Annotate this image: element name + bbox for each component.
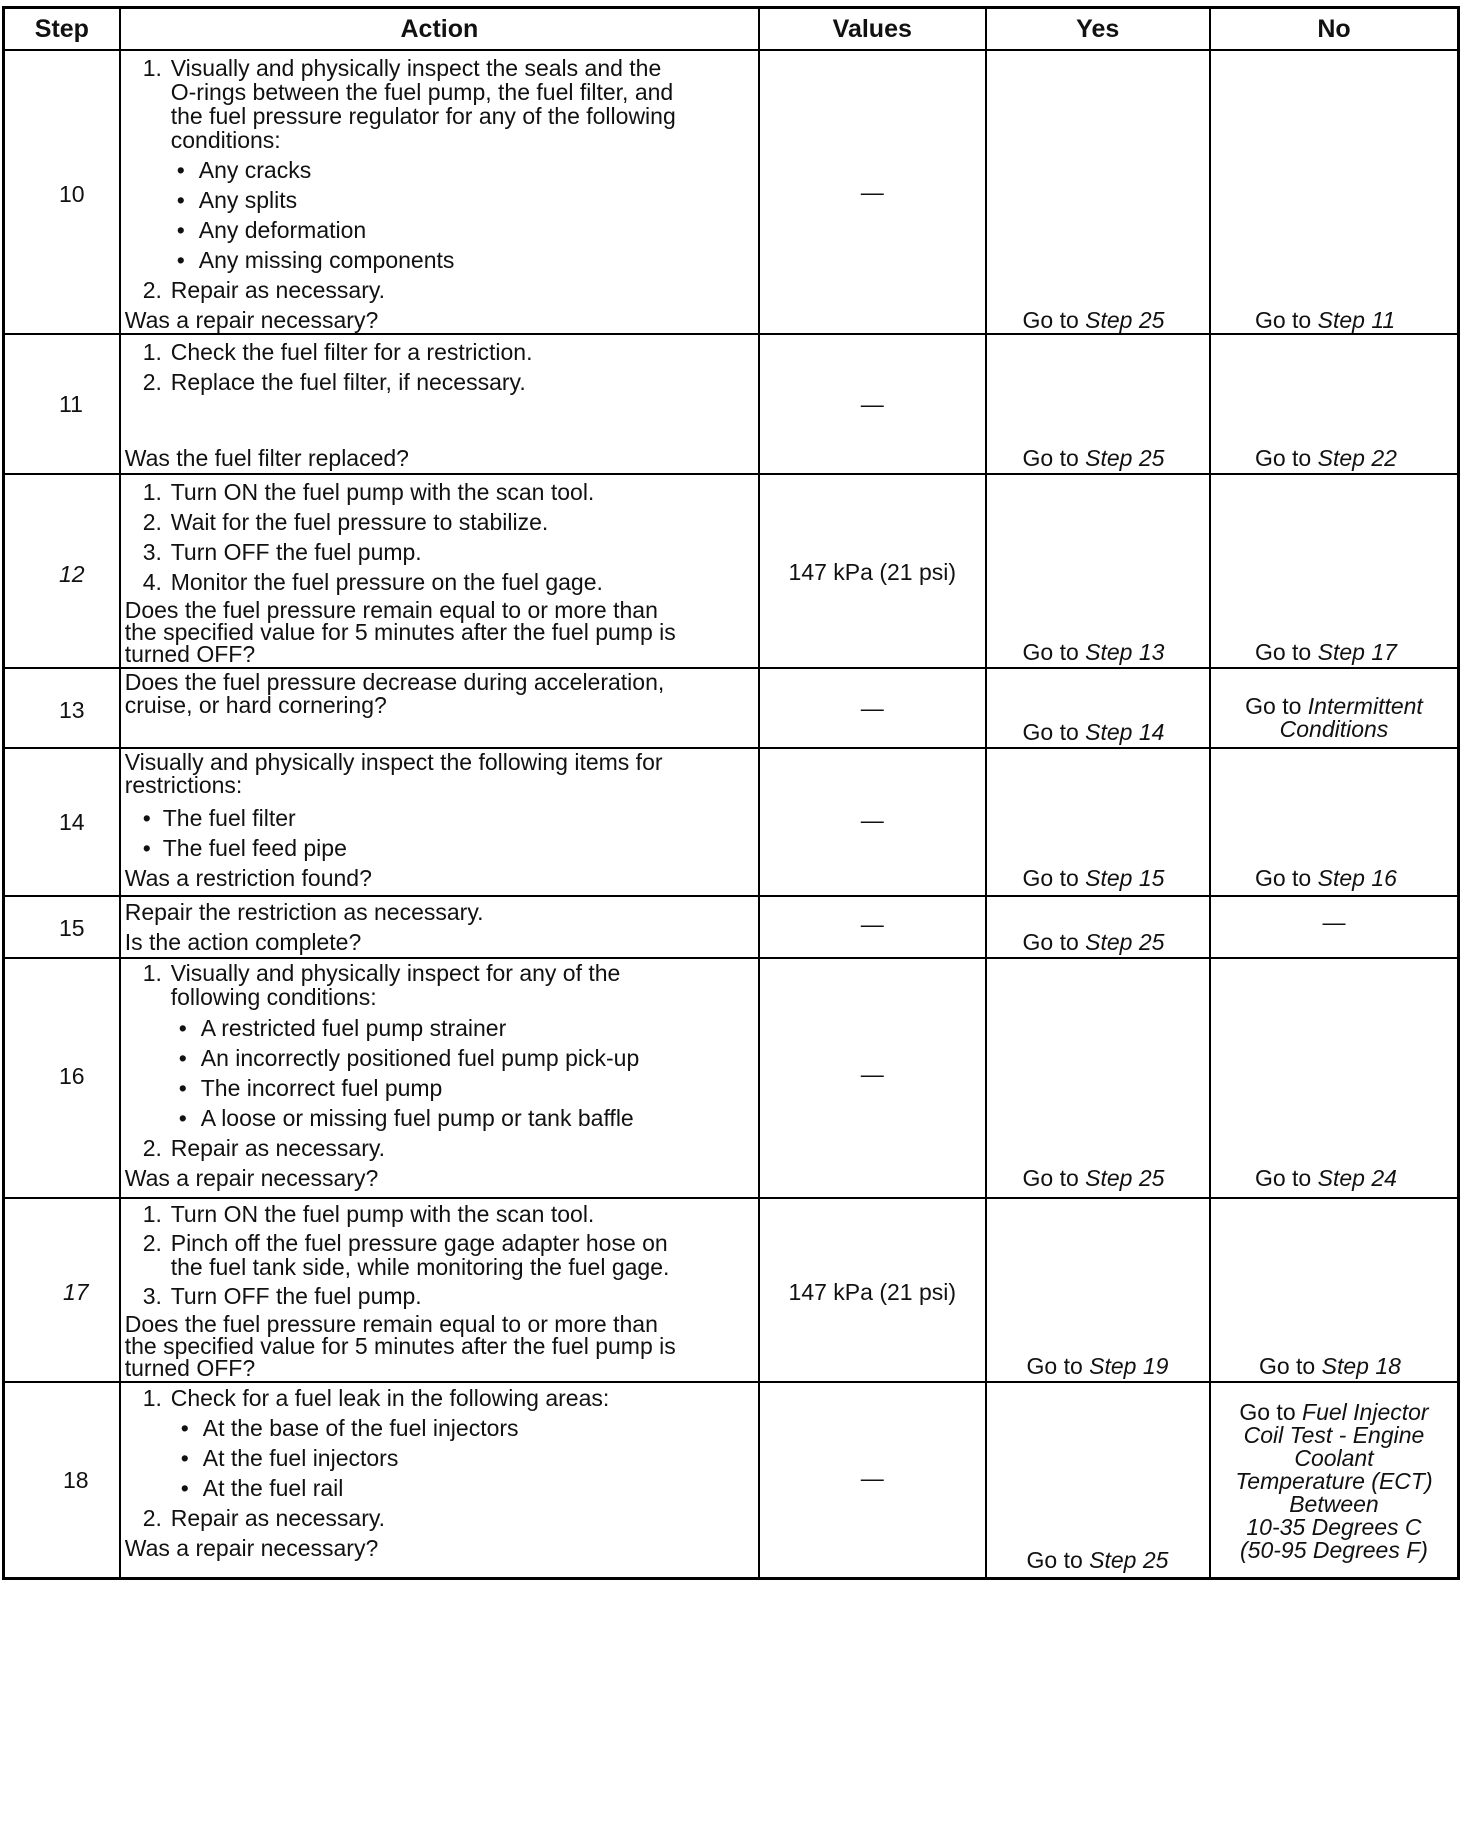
no-text: Go to Step 22: [1254, 445, 1397, 471]
bullet-icon: •: [142, 805, 151, 831]
header-no: No: [1210, 8, 1459, 51]
action-cell: [120, 1382, 759, 1578]
step-cell: [4, 896, 120, 958]
no-cell: [1210, 1382, 1459, 1578]
no-text: Go to Step 16: [1254, 865, 1397, 891]
no-cell: [1210, 748, 1459, 896]
bullet-text: The fuel feed pipe: [162, 835, 347, 861]
value-text: —: [860, 391, 884, 417]
no-text: Temperature (ECT): [1235, 1468, 1433, 1494]
table-row-step-15: [4, 896, 1459, 958]
bullet-icon: •: [176, 247, 185, 273]
no-text: Go to Intermittent: [1245, 693, 1423, 719]
action-cell: [120, 896, 759, 958]
values-cell: [759, 50, 985, 334]
bullet-icon: •: [178, 1015, 187, 1041]
yes-text: Go to Step 25: [1022, 307, 1165, 333]
bullet-icon: •: [178, 1075, 187, 1101]
no-cell: [1210, 668, 1459, 748]
value-text: —: [860, 695, 884, 721]
no-text: Between: [1289, 1491, 1379, 1517]
step-number: 15: [59, 915, 85, 941]
step-cell: [4, 50, 120, 334]
value-text: —: [860, 911, 884, 937]
question-text: Was a repair necessary?: [124, 1165, 379, 1191]
question-text: cruise, or hard cornering?: [124, 692, 387, 718]
step-number: 16: [59, 1063, 85, 1089]
table-row-step-13: [4, 668, 1459, 748]
action-number: 1.: [142, 1201, 162, 1227]
step-number: 14: [59, 809, 85, 835]
values-cell: [759, 1382, 985, 1578]
action-text: Replace the fuel filter, if necessary.: [170, 369, 526, 395]
bullet-icon: •: [176, 157, 185, 183]
header-values: Values: [759, 8, 985, 51]
yes-text: Go to Step 14: [1022, 719, 1165, 745]
value-text: —: [860, 179, 884, 205]
question-text: turned OFF?: [124, 1355, 256, 1381]
no-text: Go to Step 24: [1254, 1165, 1397, 1191]
no-text: Go to Step 11: [1254, 307, 1396, 333]
no-text: Go to Fuel Injector: [1239, 1399, 1429, 1425]
values-cell: [759, 958, 985, 1198]
action-text: Repair as necessary.: [170, 1135, 386, 1161]
action-text: Visually and physically inspect the seals and the: [170, 55, 662, 81]
yes-cell: [986, 748, 1210, 896]
bullet-icon: •: [180, 1475, 189, 1501]
bullet-text: A loose or missing fuel pump or tank baffle: [200, 1105, 634, 1131]
no-cell: [1210, 958, 1459, 1198]
table-row-step-16: [4, 958, 1459, 1198]
no-cell: [1210, 334, 1459, 474]
bullet-text: At the fuel rail: [202, 1475, 344, 1501]
no-cell: [1210, 896, 1459, 958]
step-cell: [4, 334, 120, 474]
question-text: Does the fuel pressure remain equal to or more than: [124, 597, 658, 623]
table-row-step-12: [4, 474, 1459, 668]
step-number: 11: [59, 391, 83, 417]
action-text: Repair the restriction as necessary.: [124, 899, 484, 925]
bullet-text: An incorrectly positioned fuel pump pick-up: [200, 1045, 640, 1071]
action-text: Check the fuel filter for a restriction.: [170, 339, 533, 365]
action-number: 2.: [142, 277, 162, 303]
action-text: Turn OFF the fuel pump.: [170, 539, 422, 565]
step-cell: [4, 474, 120, 668]
step-cell: [4, 668, 120, 748]
action-number: 1.: [142, 55, 162, 81]
action-text: Visually and physically inspect for any of the: [170, 960, 621, 986]
yes-text: Go to Step 19: [1026, 1353, 1169, 1379]
action-number: 2.: [142, 1135, 162, 1161]
yes-cell: [986, 1382, 1210, 1578]
bullet-text: The incorrect fuel pump: [200, 1075, 443, 1101]
no-text: Coolant: [1294, 1445, 1374, 1471]
values-cell: [759, 896, 985, 958]
bullet-icon: •: [178, 1045, 187, 1071]
bullet-icon: •: [178, 1105, 187, 1131]
bullet-icon: •: [142, 835, 151, 861]
action-number: 3.: [142, 539, 162, 565]
yes-cell: [986, 668, 1210, 748]
no-text: —: [1322, 909, 1346, 935]
action-number: 2.: [142, 1230, 162, 1256]
yes-text: Go to Step 15: [1022, 865, 1165, 891]
no-cell: [1210, 474, 1459, 668]
step-number: 13: [59, 697, 85, 723]
bullet-text: Any missing components: [198, 247, 455, 273]
table-row-step-18: [4, 1382, 1459, 1578]
action-text: restrictions:: [124, 772, 243, 798]
value-text: —: [860, 807, 884, 833]
bullet-icon: •: [176, 187, 185, 213]
step-number: 18: [63, 1467, 89, 1493]
step-number: 10: [59, 181, 85, 207]
action-number: 2.: [142, 369, 162, 395]
question-text: Was a repair necessary?: [124, 1535, 379, 1561]
action-text: Repair as necessary.: [170, 1505, 386, 1531]
question-text: Is the action complete?: [124, 929, 362, 955]
action-number: 4.: [142, 569, 162, 595]
no-text: (50-95 Degrees F): [1240, 1537, 1428, 1563]
bullet-text: Any deformation: [198, 217, 367, 243]
yes-text: Go to Step 13: [1022, 639, 1165, 665]
values-cell: [759, 1198, 985, 1382]
value-text: 147 kPa (21 psi): [788, 1279, 957, 1305]
question-text: Was the fuel filter replaced?: [124, 445, 409, 471]
action-text: Visually and physically inspect the following items for: [124, 749, 663, 775]
action-text: conditions:: [170, 127, 281, 153]
action-number: 1.: [142, 479, 162, 505]
table-row-step-11: [4, 334, 1459, 474]
bullet-text: The fuel filter: [162, 805, 296, 831]
yes-cell: [986, 334, 1210, 474]
yes-text: Go to Step 25: [1022, 1165, 1165, 1191]
no-text: 10-35 Degrees C: [1246, 1514, 1422, 1540]
action-text: following conditions:: [170, 984, 377, 1010]
table-row-step-10: [4, 50, 1459, 334]
action-text: Repair as necessary.: [170, 277, 386, 303]
no-cell: [1210, 1198, 1459, 1382]
question-text: the specified value for 5 minutes after the fuel pump is: [124, 619, 676, 645]
bullet-icon: •: [180, 1415, 189, 1441]
header-row: [4, 8, 1459, 51]
action-cell: [120, 748, 759, 896]
action-cell: [120, 1198, 759, 1382]
action-cell: [120, 668, 759, 748]
yes-cell: [986, 1198, 1210, 1382]
no-text: Go to Step 18: [1258, 1353, 1401, 1379]
value-text: —: [860, 1061, 884, 1087]
values-cell: [759, 474, 985, 668]
no-cell: [1210, 50, 1459, 334]
step-number: 17: [63, 1279, 89, 1305]
step-cell: [4, 748, 120, 896]
action-number: 1.: [142, 339, 162, 365]
action-text: Monitor the fuel pressure on the fuel gage.: [170, 569, 603, 595]
bullet-text: At the base of the fuel injectors: [202, 1415, 519, 1441]
action-text: Turn ON the fuel pump with the scan tool.: [170, 479, 595, 505]
value-text: —: [860, 1465, 884, 1491]
step-cell: [4, 958, 120, 1198]
bullet-text: At the fuel injectors: [202, 1445, 399, 1471]
step-cell: [4, 1198, 120, 1382]
action-text: the fuel tank side, while monitoring the fuel gage.: [170, 1254, 670, 1280]
yes-cell: [986, 50, 1210, 334]
question-text: Does the fuel pressure remain equal to or more than: [124, 1311, 658, 1337]
question-text: Was a restriction found?: [124, 865, 372, 891]
yes-text: Go to Step 25: [1022, 445, 1165, 471]
header-yes: Yes: [986, 8, 1210, 51]
action-cell: [120, 958, 759, 1198]
bullet-text: Any splits: [198, 187, 298, 213]
bullet-text: A restricted fuel pump strainer: [200, 1015, 507, 1041]
action-cell: [120, 474, 759, 668]
values-cell: [759, 748, 985, 896]
no-text: Go to Step 17: [1254, 639, 1397, 665]
action-cell: [120, 334, 759, 474]
header-action: Action: [120, 8, 759, 51]
yes-cell: [986, 474, 1210, 668]
action-text: Turn OFF the fuel pump.: [170, 1283, 422, 1309]
action-text: the fuel pressure regulator for any of the following: [170, 103, 676, 129]
bullet-icon: •: [176, 217, 185, 243]
value-text: 147 kPa (21 psi): [788, 559, 957, 585]
action-text: Wait for the fuel pressure to stabilize.: [170, 509, 549, 535]
yes-text: Go to Step 25: [1026, 1547, 1169, 1573]
action-number: 2.: [142, 1505, 162, 1531]
action-number: 1.: [142, 1385, 162, 1411]
action-cell: [120, 50, 759, 334]
action-text: Check for a fuel leak in the following areas:: [170, 1385, 610, 1411]
action-text: Turn ON the fuel pump with the scan tool.: [170, 1201, 595, 1227]
values-cell: [759, 334, 985, 474]
values-cell: [759, 668, 985, 748]
question-text: the specified value for 5 minutes after the fuel pump is: [124, 1333, 676, 1359]
action-number: 2.: [142, 509, 162, 535]
action-text: O-rings between the fuel pump, the fuel filter, and: [170, 79, 674, 105]
action-number: 3.: [142, 1283, 162, 1309]
question-text: Does the fuel pressure decrease during acceleration,: [124, 669, 665, 695]
table-row-step-17: [4, 1198, 1459, 1382]
step-cell: [4, 1382, 120, 1578]
bullet-text: Any cracks: [198, 157, 312, 183]
no-text: Conditions: [1279, 716, 1389, 742]
no-text: Coil Test - Engine: [1243, 1422, 1425, 1448]
question-text: turned OFF?: [124, 641, 256, 667]
yes-cell: [986, 958, 1210, 1198]
question-text: Was a repair necessary?: [124, 307, 379, 333]
yes-text: Go to Step 25: [1022, 929, 1165, 955]
header-step: Step: [4, 8, 120, 51]
diagnostic-table: [2, 6, 1460, 1580]
yes-cell: [986, 896, 1210, 958]
table-row-step-14: [4, 748, 1459, 896]
step-number: 12: [59, 561, 85, 587]
bullet-icon: •: [180, 1445, 189, 1471]
action-text: Pinch off the fuel pressure gage adapter hose on: [170, 1230, 668, 1256]
action-number: 1.: [142, 960, 162, 986]
